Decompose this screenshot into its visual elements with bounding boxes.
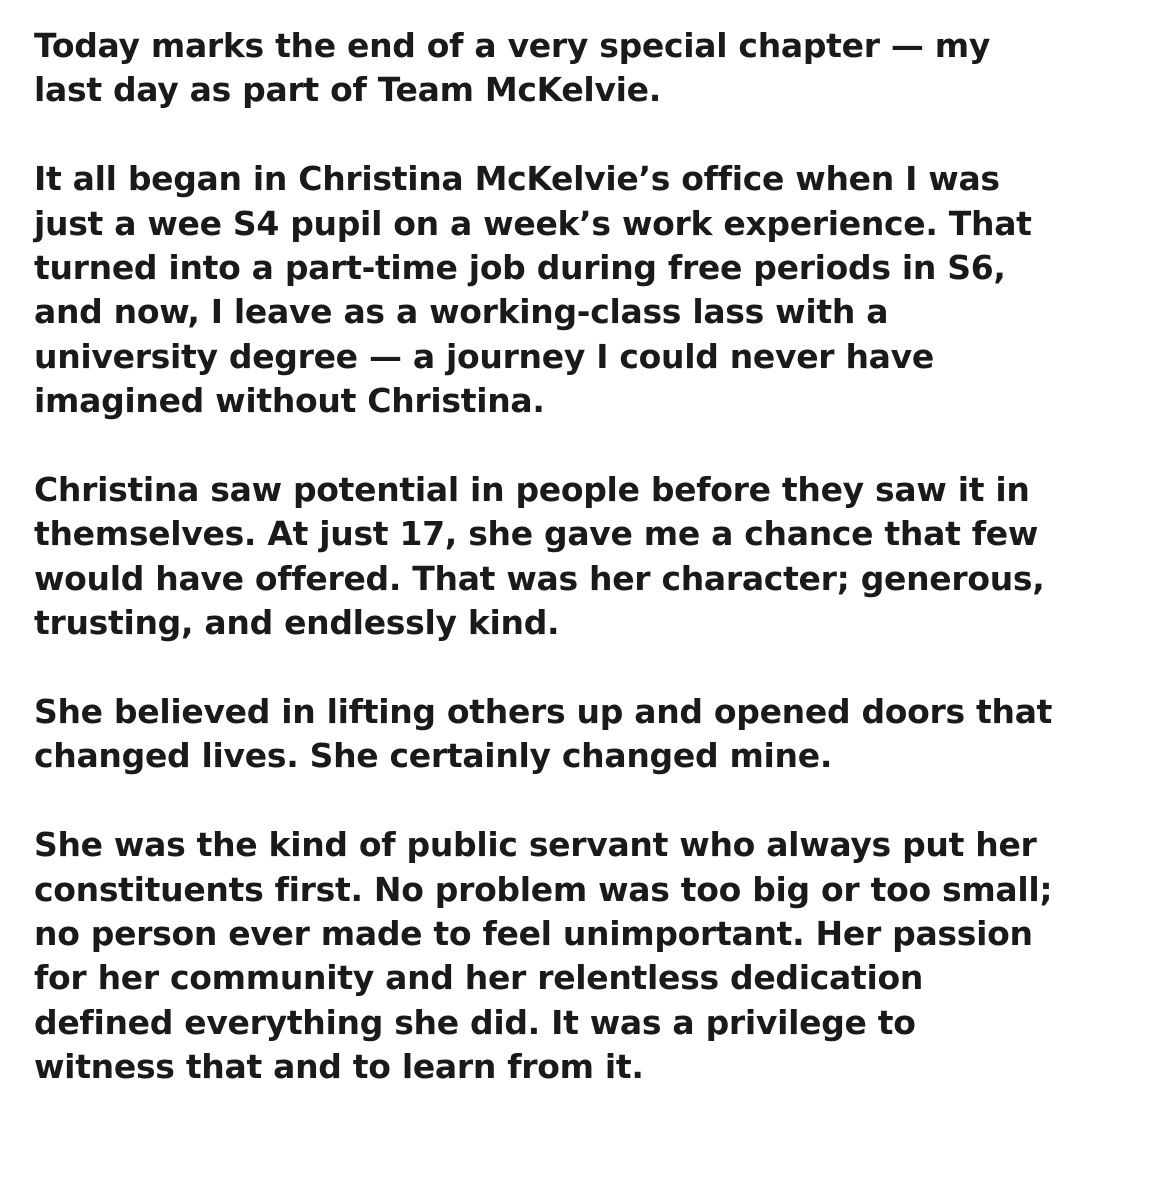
paragraph-2: [34, 157, 1134, 423]
text-line: Christina saw potential in people before they saw it in: [34, 470, 1030, 510]
text-line: She believed in lifting others up and opened doors that: [34, 692, 1053, 732]
text-line: themselves. At just 17, she gave me a chance that few: [34, 514, 1039, 554]
text-line: It all began in Christina McKelvie’s office when I was: [34, 159, 1000, 199]
paragraph-5: [34, 823, 1134, 1089]
text-line: imagined without Christina.: [34, 381, 545, 421]
note-text: [34, 24, 1134, 1090]
text-line: defined everything she did. It was a privilege to: [34, 1002, 916, 1042]
text-line: for her community and her relentless dedication: [34, 958, 924, 998]
text-line: no person ever made to feel unimportant. Her passion: [34, 914, 1033, 954]
text-line: changed lives. She certainly changed mine.: [34, 736, 833, 776]
paragraph-3: [34, 468, 1134, 646]
text-line: Today marks the end of a very special chapter — my: [34, 26, 991, 65]
text-line: turned into a part-time job during free periods in S6,: [34, 248, 1006, 288]
text-line: last day as part of Team McKelvie.: [34, 70, 661, 110]
text-line: constituents first. No problem was too big or too small;: [34, 869, 1053, 909]
text-line: and now, I leave as a working-class lass with a: [34, 292, 889, 332]
text-line: would have offered. That was her character; generous,: [34, 558, 1045, 598]
paragraph-4: [34, 690, 1134, 779]
text-line: trusting, and endlessly kind.: [34, 603, 560, 643]
text-line: university degree — a journey I could never have: [34, 336, 934, 376]
paragraph-1: [34, 24, 1134, 113]
text-line: just a wee S4 pupil on a week’s work experience. That: [34, 203, 1032, 243]
text-line: She was the kind of public servant who always put her: [34, 825, 1037, 865]
text-line: witness that and to learn from it.: [34, 1047, 644, 1087]
